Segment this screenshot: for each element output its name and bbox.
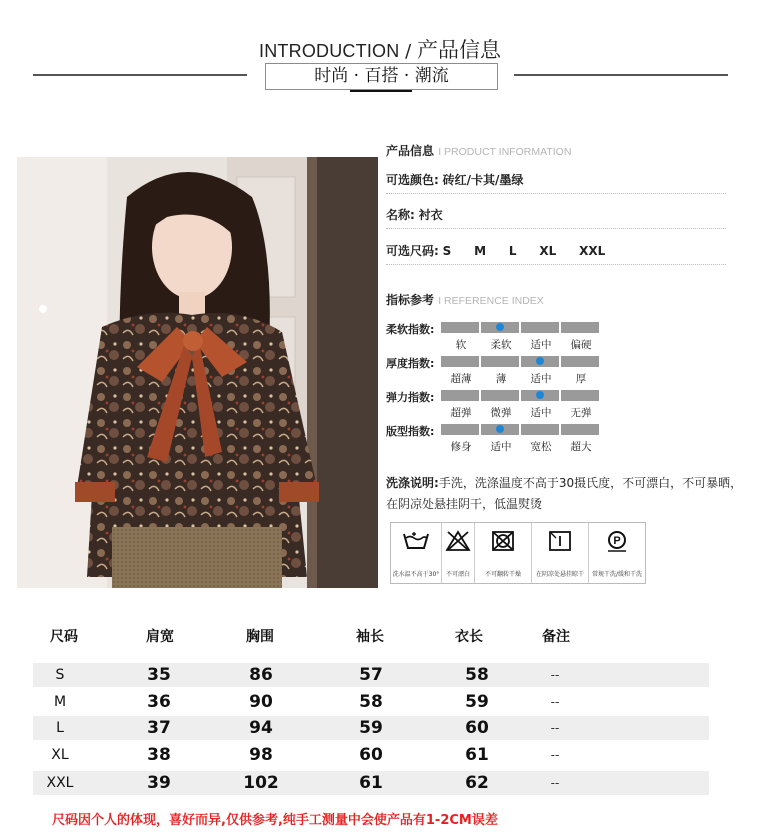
table-cell: XXL [46,775,74,791]
index-tick-label: 软 [455,339,467,351]
index-label: 柔软指数: [386,323,435,336]
table-cell: S [55,667,65,683]
table-cell: 59 [359,718,383,738]
index-bar-segment [561,322,599,333]
index-tick-label: 薄 [495,373,507,385]
reference-index-heading-zh: 指标参考 [386,293,435,307]
table-cell: 60 [465,718,489,738]
index-tick-label: 无弹 [570,407,592,419]
table-cell: M [53,694,67,710]
dry-clean-icon [604,530,630,552]
index-tick-label: 微弹 [490,407,512,419]
index-bar-segment [441,356,479,367]
index-bar-segment [481,356,519,367]
index-marker-dot [496,425,504,433]
index-label: 版型指数: [386,425,435,438]
index-tick-label: 适中 [530,407,552,419]
table-cell: XL [51,747,69,763]
table-header-shoulder: 肩宽 [146,629,174,645]
product-info-heading [386,142,571,159]
colors-label: 可选颜色: [386,173,439,187]
table-cell: 90 [249,692,273,712]
index-tick-label: 适中 [490,441,512,453]
index-bar-segment [561,424,599,435]
svg-text:P: P [613,535,621,547]
care-caption-dry-clean: 常规干洗/缓和干洗 [591,571,643,578]
table-cell: 62 [465,773,489,793]
size-option-m: M [474,244,487,258]
table-cell: 102 [243,773,279,793]
table-row [33,663,709,687]
header-title-zh: 产品信息 [416,38,501,62]
table-cell: -- [550,748,560,762]
table-cell: 35 [147,665,171,685]
table-cell: 59 [465,692,489,712]
table-cell: 86 [249,665,273,685]
washing-text: 手洗，洗涤温度不高于30摄氏度，不可漂白，不可暴晒，在阴凉处悬挂阴干，低温熨烫 [386,476,743,511]
care-symbols [390,522,646,584]
table-cell: -- [550,695,560,709]
care-caption-wash: 洗水温不高于30° [392,571,440,578]
table-cell: 98 [249,745,273,765]
colors-row [386,171,726,194]
table-row [33,771,709,795]
slogan-text: 时尚 · 百搭 · 潮流 [314,66,449,86]
header-rule-right [514,74,728,76]
table-cell: 37 [147,718,171,738]
index-tick-label: 厚 [575,373,587,385]
wash-tub-icon [402,530,430,552]
slogan-box [265,63,498,90]
index-bar-segment [561,390,599,401]
index-tick-label: 宽松 [530,441,552,453]
index-bar-segment [441,424,479,435]
index-tick-label: 偏硬 [570,339,592,351]
washing-instructions [386,473,746,515]
product-info-heading-zh: 产品信息 [386,144,435,158]
size-option-s: S [442,244,452,258]
name-row [386,206,726,229]
sizes-row [386,242,726,265]
index-tick-label: 柔软 [490,339,512,351]
care-wash-tub [391,523,442,583]
care-no-bleach [442,523,475,583]
product-info-heading-en: I PRODUCT INFORMATION [438,146,572,158]
model-photo-illustration [17,157,378,588]
care-dry-clean [589,523,645,583]
index-bar-segment [441,322,479,333]
index-marker-dot [496,323,504,331]
size-option-l: L [508,244,517,258]
care-caption-bleach: 不可漂白 [445,571,470,578]
name-value: 衬衣 [418,208,443,222]
sizes-label: 可选尺码: [386,244,439,258]
table-cell: -- [550,668,560,682]
table-header-length: 衣长 [455,629,483,645]
index-tick-label: 超薄 [450,373,472,385]
care-caption-tumble: 不可翻转干燥 [484,571,521,578]
table-cell: 58 [465,665,489,685]
index-bar-segment [441,390,479,401]
slogan-underline [350,90,412,92]
washing-label: 洗涤说明: [386,476,439,490]
index-tick-label: 修身 [450,441,472,453]
line-dry-shade-icon [548,530,572,552]
table-cell: 38 [147,745,171,765]
index-tick-label: 超大 [570,441,592,453]
table-cell: -- [550,776,560,790]
table-header-size: 尺码 [50,629,78,645]
index-tick-label: 适中 [530,339,552,351]
table-cell: 57 [359,665,383,685]
table-cell: 39 [147,773,171,793]
table-cell: 60 [359,745,383,765]
table-cell: 94 [249,718,273,738]
reference-index-heading [386,291,544,308]
index-marker-dot [536,357,544,365]
index-bar-segment [481,390,519,401]
header-title [0,34,760,64]
header-title-en: INTRODUCTION [259,41,400,61]
index-bar-segment [521,322,559,333]
colors-value: 砖红/卡其/墨绿 [442,173,524,187]
table-cell: 58 [359,692,383,712]
name-label: 名称: [386,208,415,222]
table-cell: 61 [359,773,383,793]
size-footnote: 尺码因个人的体现，喜好而异,仅供参考,纯手工测量中会使产品有1-2CM误差 [52,813,498,828]
table-header-chest: 胸围 [246,629,274,645]
table-header-sleeve: 袖长 [356,629,384,645]
index-bar-segment [561,356,599,367]
no-tumble-dry-icon [491,530,515,552]
table-cell: 61 [465,745,489,765]
index-tick-label: 适中 [530,373,552,385]
care-caption-line-dry: 在阴凉处悬挂晾干 [535,571,584,578]
size-option-xl: XL [539,244,557,258]
size-option-xxl: XXL [579,244,606,258]
index-bar-segment [521,424,559,435]
table-cell: L [56,720,64,736]
table-cell: -- [550,721,560,735]
reference-index-heading-en: I REFERENCE INDEX [438,295,544,307]
table-row [33,743,709,767]
table-row [33,716,709,740]
care-no-tumble [475,523,532,583]
index-label: 弹力指数: [386,391,435,404]
index-marker-dot [536,391,544,399]
product-photo [17,157,378,588]
table-cell: 36 [147,692,171,712]
no-bleach-icon [445,530,471,552]
index-label: 厚度指数: [386,357,435,370]
index-tick-label: 超弹 [450,407,472,419]
header-separator: / [405,41,412,62]
table-header-note: 备注 [542,629,570,645]
table-row [33,690,709,714]
care-line-dry [532,523,589,583]
header-rule-left [33,74,247,76]
